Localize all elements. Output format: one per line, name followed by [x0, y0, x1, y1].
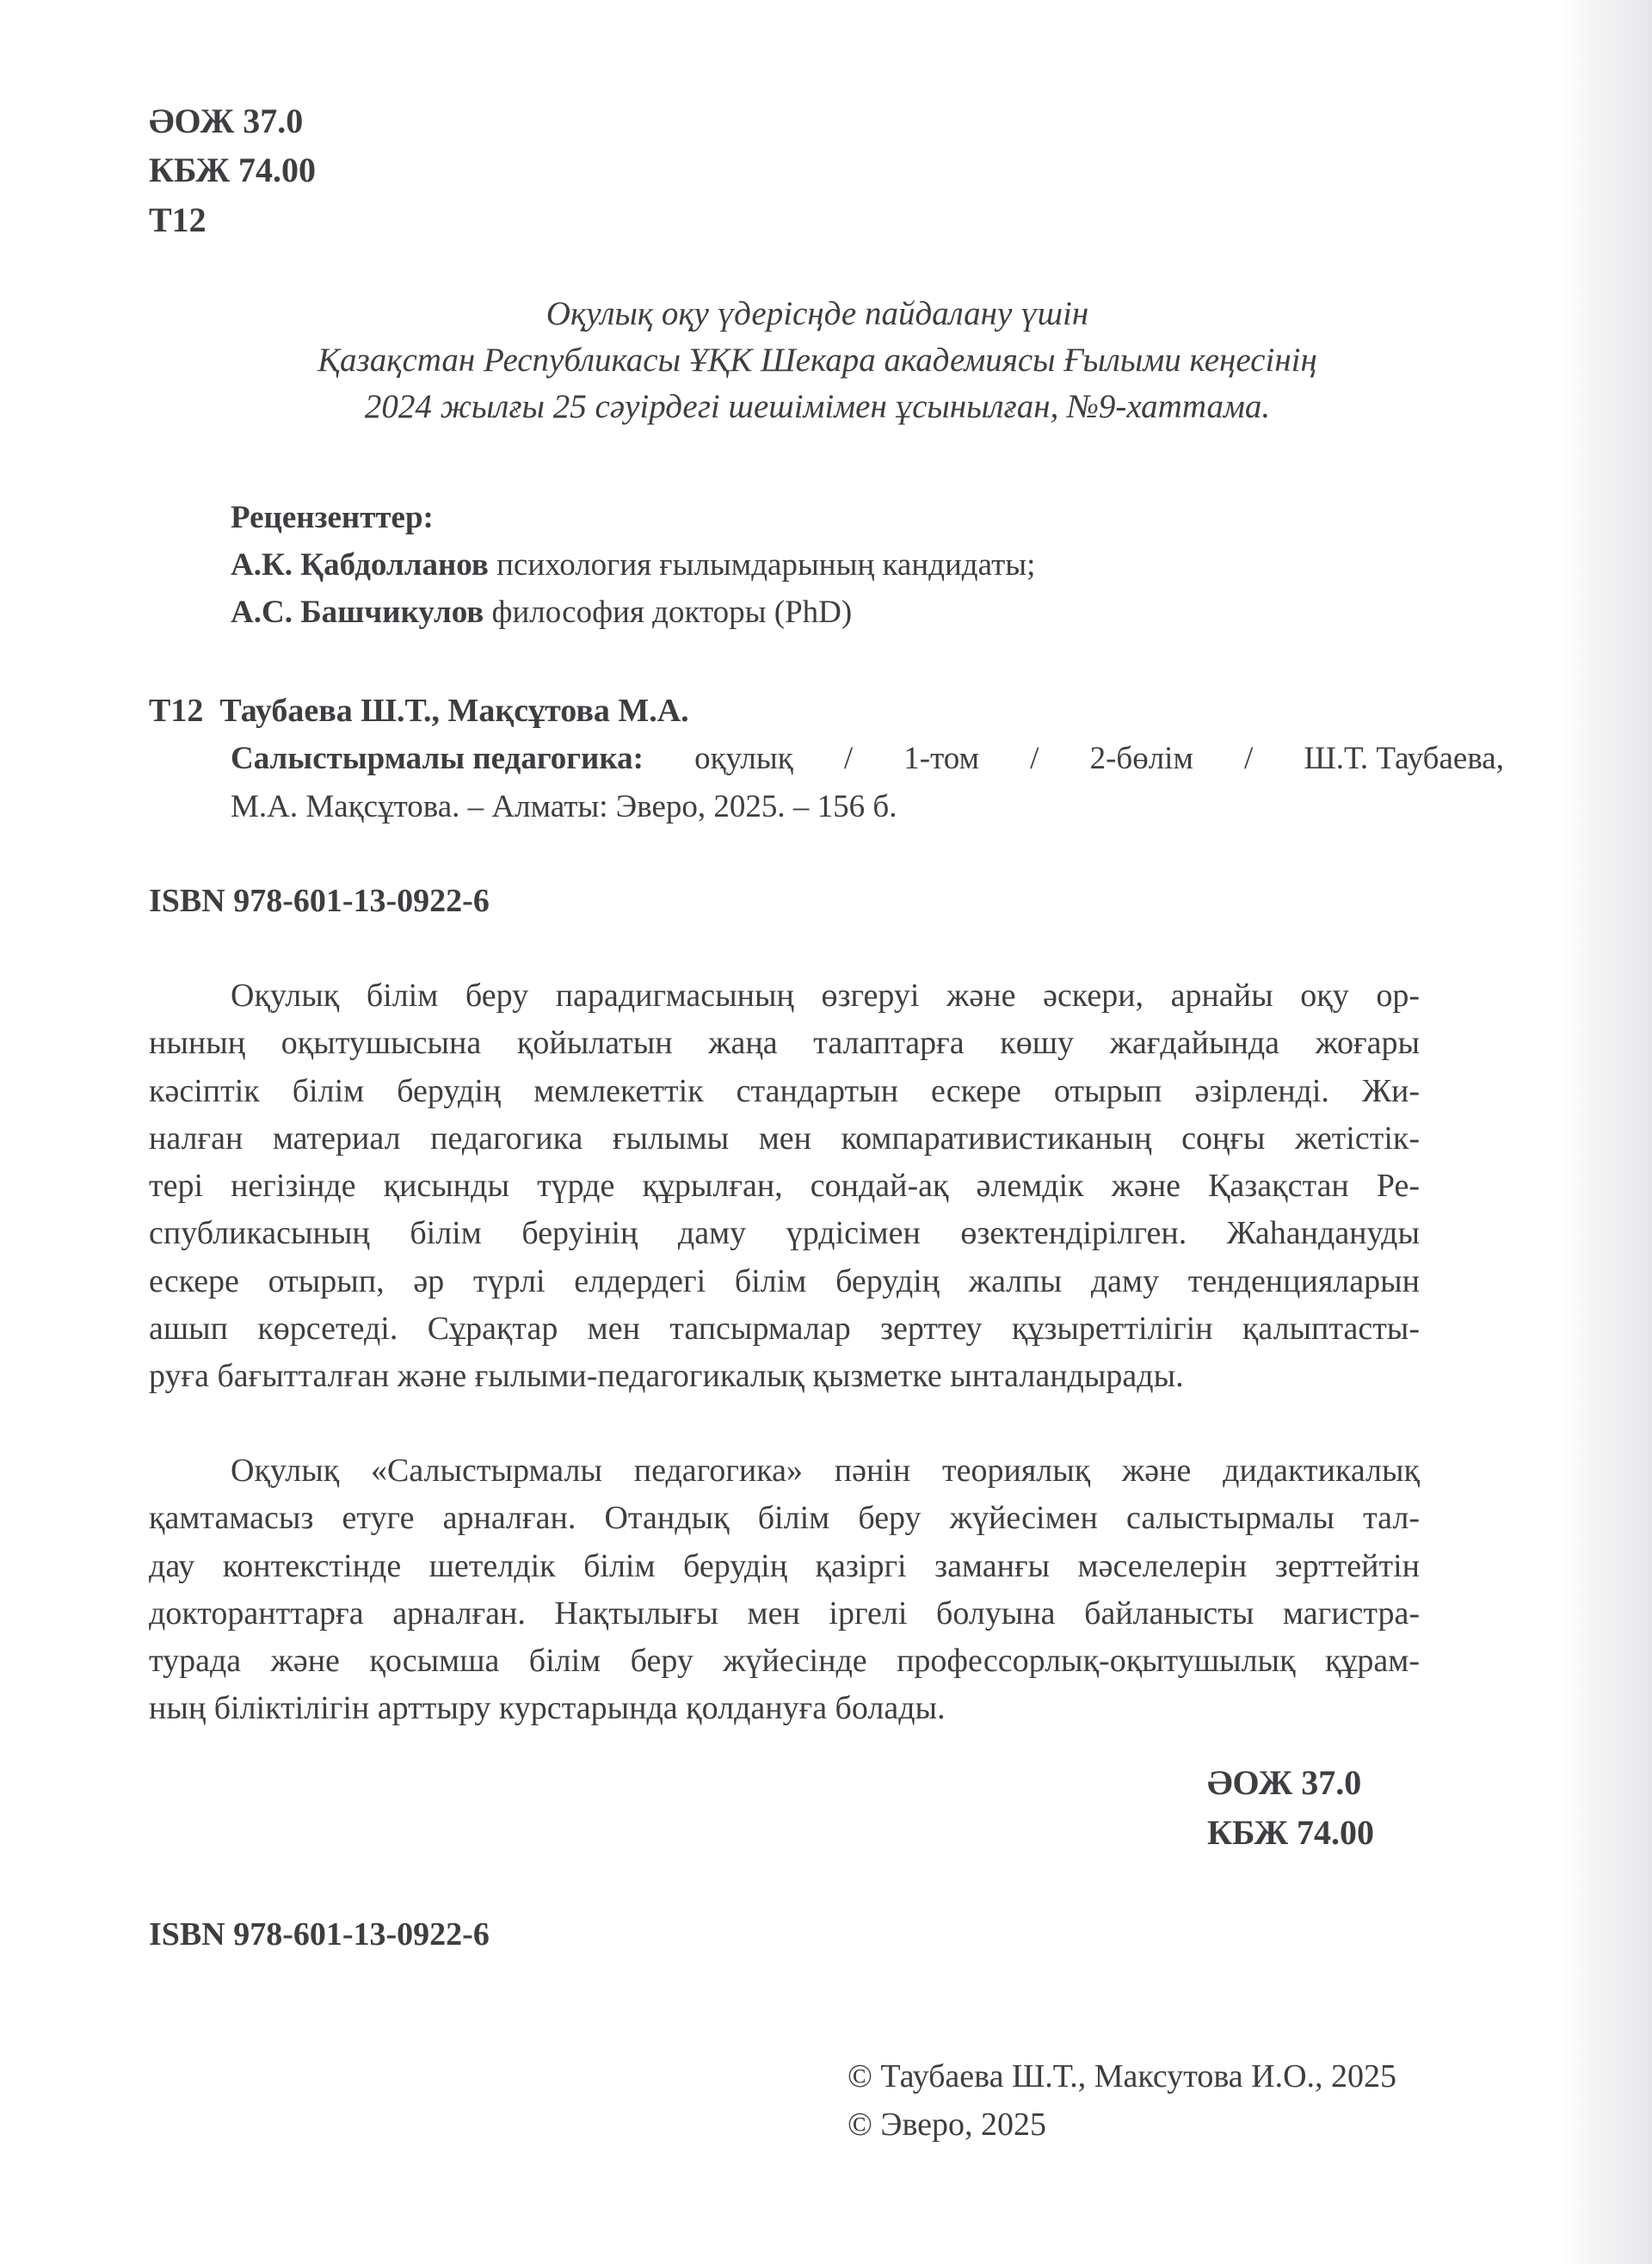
book-type: оқулық: [694, 741, 793, 776]
bibliographic-heading: [149, 687, 689, 735]
text-line: қамтамасыз етуге арналған. Отандық білім беру жүйесімен салыстырмалы тал-: [149, 1500, 1420, 1537]
reviewer-name: А.К. Қабдолланов: [231, 547, 489, 583]
udc-index-bottom: ӘОЖ 37.0: [1207, 1763, 1362, 1802]
text-line: Оқулық білім беру парадигмасының өзгеруі және әскери, арнайы оқу ор-: [231, 978, 1420, 1014]
reviewer-title: философия докторы (PhD): [491, 595, 853, 630]
text-line: тері негізінде қисынды түрде құрылған, сондай-ақ әлемдік және Қазақстан Ре-: [149, 1168, 1420, 1205]
bibliographic-imprint: М.А. Мақсұтова. – Алматы: Эверо, 2025. – 156 б.: [231, 789, 897, 824]
text-line: нының оқытушысына қойылатын жаңа талаптарға көшу жағдайында жоғары: [149, 1025, 1420, 1062]
annotation-paragraph-2: [149, 1447, 1420, 1733]
author-mark-top: Т12: [149, 200, 206, 239]
reviewer-item: [231, 589, 1035, 636]
text-line: спубликасының білім беруінің даму үрдісімен өзектендірілген. Жаһандануды: [149, 1215, 1420, 1252]
text-line: ның біліктілігін арттыру курстарында қолдануға болады.: [149, 1690, 946, 1727]
text-line: дау контекстінде шетелдік білім берудің қазіргі заманғы мәселелерін зерттейтін: [149, 1547, 1420, 1584]
lbc-index-bottom: КБЖ 74.00: [1207, 1813, 1375, 1852]
separator: /: [1244, 741, 1254, 776]
author-mark: Т12: [149, 693, 204, 729]
text-line: Оқулық «Салыстырмалы педагогика» пәнін теориялық және дидактикалық: [231, 1453, 1420, 1489]
isbn-bottom: ISBN 978-601-13-0922-6: [149, 1916, 490, 1952]
approval-statement: [172, 291, 1463, 430]
page-edge-shadow: [1557, 0, 1652, 2264]
reviewers-block: [231, 494, 1035, 636]
book-volume: 1-том: [903, 741, 979, 776]
text-line: налған материал педагогика ғылымы мен компаративистиканың соңғы жетістік-: [149, 1120, 1420, 1157]
udc-index-top: ӘОЖ 37.0: [149, 102, 304, 140]
separator: /: [843, 741, 854, 776]
reviewer-item: [231, 541, 1035, 589]
annotation-paragraph-1: [149, 972, 1420, 1401]
approval-line: Оқулық оқу үдерісңде пайдалану үшін: [546, 295, 1089, 332]
text-line: ашып көрсетеді. Сұрақтар мен тапсырмалар зерттеу құзыреттілігін қалыптасты-: [149, 1311, 1420, 1348]
text-line: докторанттарға арналған. Нақтылығы мен іргелі болуына байланысты магистра-: [149, 1595, 1420, 1632]
book-title: Салыстырмалы педагогика:: [231, 741, 644, 776]
copyright-authors: © Таубаева Ш.Т., Максутова И.О., 2025: [848, 2058, 1397, 2094]
book-authors: Таубаева Ш.Т., Мақсұтова М.А.: [219, 693, 689, 729]
reviewer-title: психология ғылымдарының кандидаты;: [496, 547, 1036, 583]
reviewers-heading: Рецензенттер:: [231, 500, 434, 535]
bibliographic-title-line: [231, 735, 1504, 783]
text-line: турада және қосымша білім беру жүйесінде профессорлық-оқытушылық құрам-: [149, 1643, 1420, 1680]
text-line: руға бағытталған және ғылыми-педагогикалық қызметке ынталандырады.: [149, 1358, 1184, 1395]
approval-line: 2024 жылғы 25 сәуірдегі шешімімен ұсынылған, №9-хаттама.: [364, 388, 1271, 425]
text-line: ескере отырып, әр түрлі елдердегі білім берудің жалпы даму тенденцияларын: [149, 1262, 1420, 1299]
reviewer-name: А.С. Башчикулов: [231, 595, 484, 630]
lbc-index-top: КБЖ 74.00: [149, 151, 317, 189]
book-part: 2-бөлім: [1089, 741, 1193, 776]
isbn-top: ISBN 978-601-13-0922-6: [149, 883, 490, 919]
copyright-publisher: © Эверо, 2025: [848, 2107, 1047, 2143]
responsibility-author: Ш.Т. Таубаева,: [1304, 741, 1504, 776]
separator: /: [1030, 741, 1039, 776]
text-line: кәсіптік білім берудің мемлекеттік стандартын ескере отырып әзірленді. Жи-: [149, 1072, 1420, 1109]
approval-line: Қазақстан Республикасы ҰҚК Шекара академиясы Ғылыми кеңесінің: [317, 342, 1317, 379]
